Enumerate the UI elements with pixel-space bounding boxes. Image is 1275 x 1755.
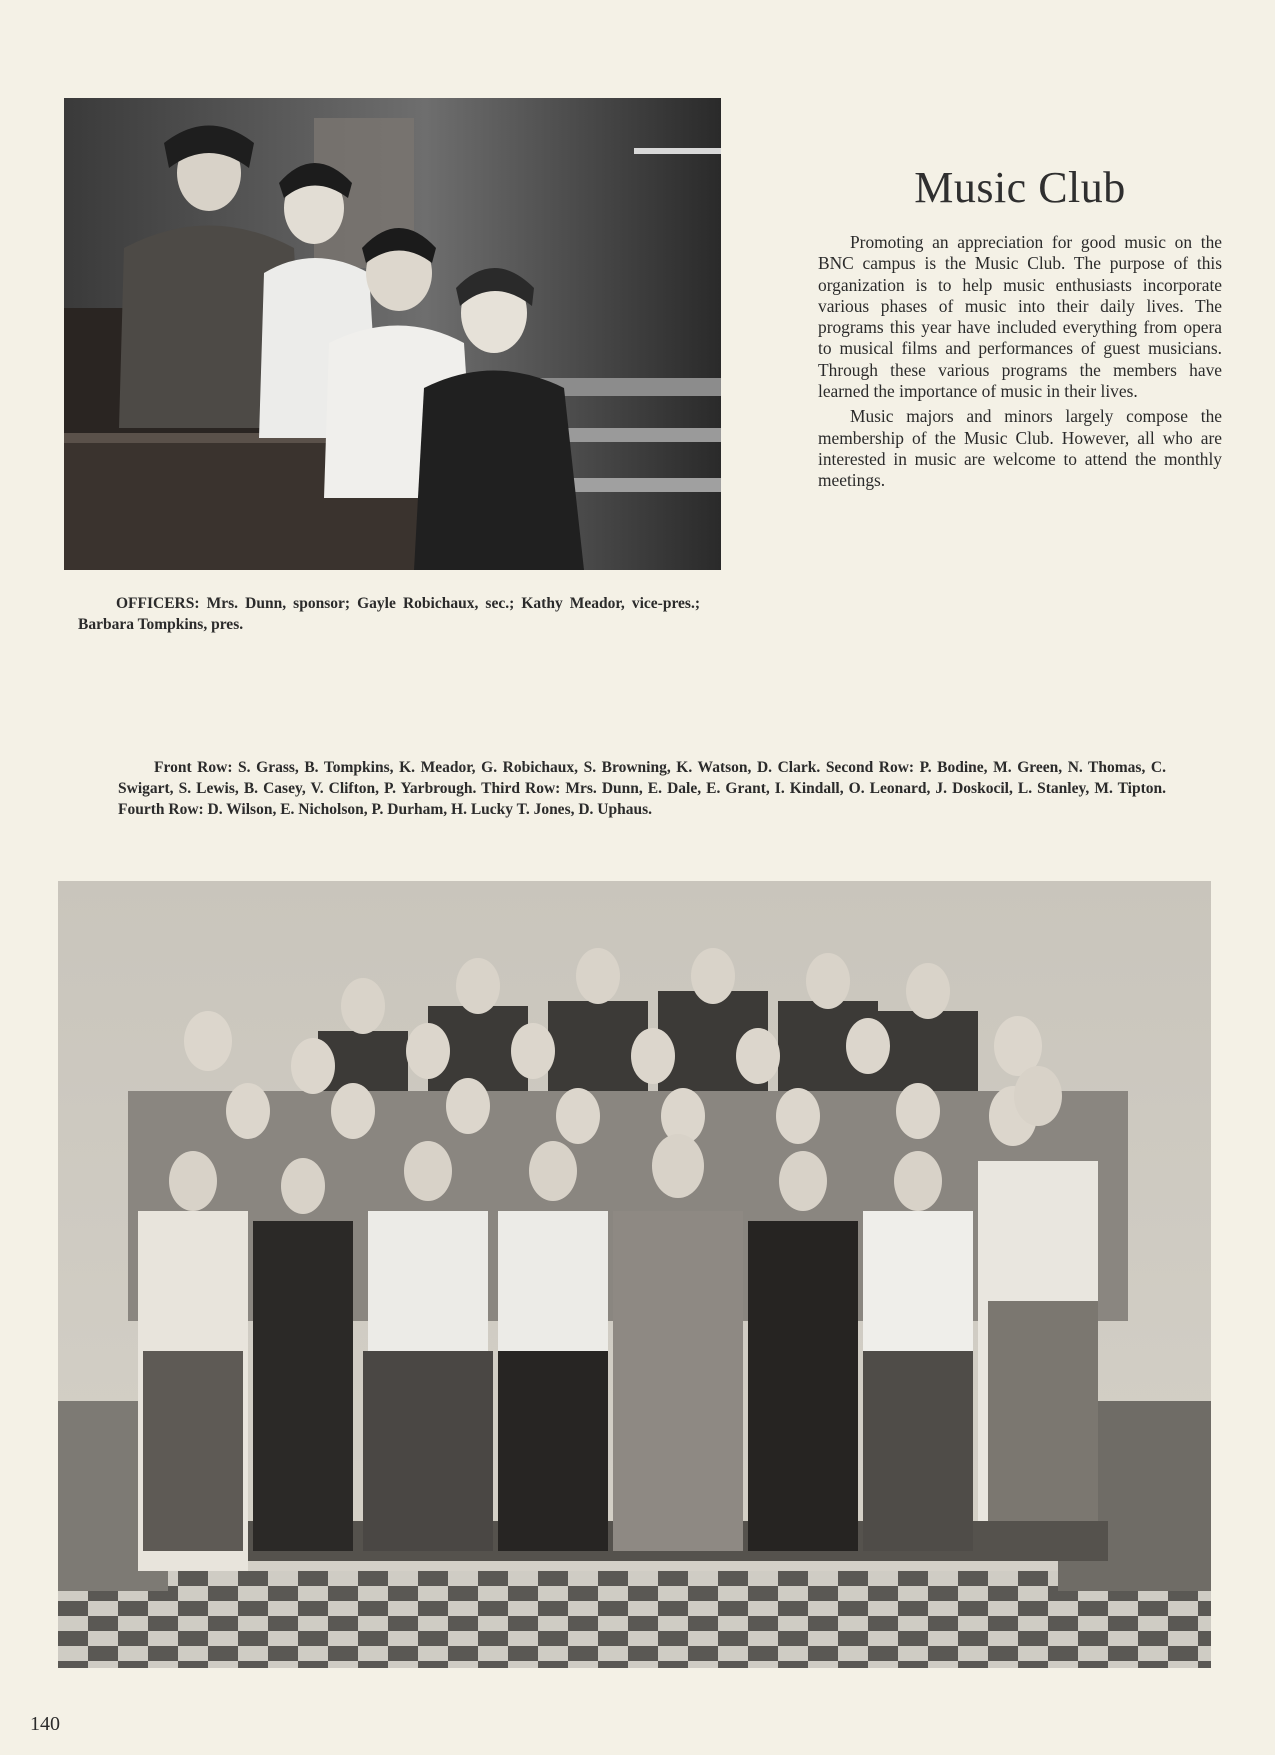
page-title: Music Club (914, 163, 1126, 212)
article-body (818, 232, 1222, 496)
paragraph: Music majors and minors largely compose the membership of the Music Club. However, all who are interested in music are welcome to attend the monthly meetings. (818, 406, 1222, 491)
officers-caption: OFFICERS: Mrs. Dunn, sponsor; Gayle Robichaux, sec.; Kathy Meador, vice-pres.; Barbara Tompkins, pres. (78, 595, 700, 633)
page-number: 140 (30, 1713, 60, 1735)
group-photo (58, 881, 1211, 1668)
officers-photo (64, 98, 721, 570)
paragraph: Promoting an appreciation for good music on the BNC campus is the Music Club. The purpose of this organization is to help music enthusiasts incorporate various phases of music into their daily lives. The programs this year have included everything from opera to musical films and performances of guest musicians. Through these various programs the members have learned the importance of music in their lives. (818, 232, 1222, 402)
group-caption: Front Row: S. Grass, B. Tompkins, K. Meador, G. Robichaux, S. Browning, K. Watson, D. Clark. Second Row: P. Bodine, M. Green, N. Thomas, C. Swigart, S. Lewis, B. Casey, V. Clifton, P. Yarbrough. Third Row: Mrs. Dunn, E. Dale, E. Grant, I. Kindall, O. Leonard, J. Doskocil, L. Stanley, M. Tipton. Fourth Row: D. Wilson, E. Nicholson, P. Durham, H. Lucky T. Jones, D. Uphaus. (118, 759, 1166, 818)
